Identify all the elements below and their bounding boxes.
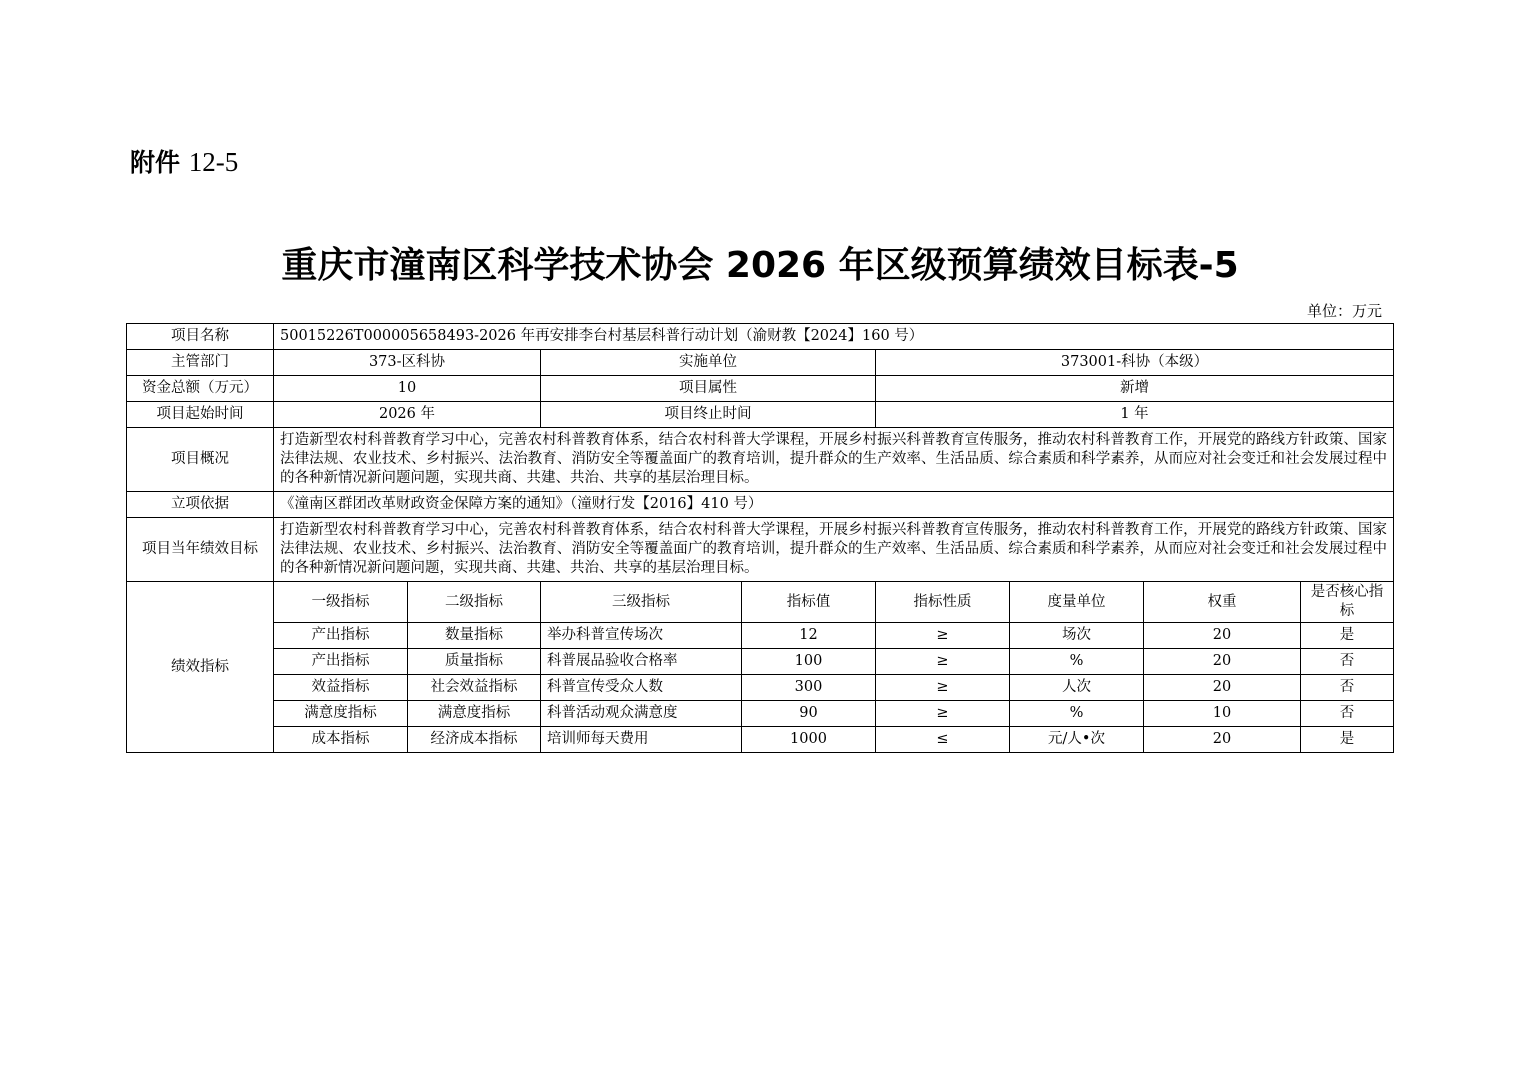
basis-label: 立项依据 (127, 492, 274, 518)
cell-weight: 20 (1144, 649, 1301, 675)
cell-nature: ≤ (876, 727, 1010, 753)
start-label: 项目起始时间 (127, 402, 274, 428)
cell-level3: 科普宣传受众人数 (541, 675, 742, 701)
cell-weight: 20 (1144, 675, 1301, 701)
cell-weight: 10 (1144, 701, 1301, 727)
column-header: 度量单位 (1010, 582, 1144, 623)
column-header: 三级指标 (541, 582, 742, 623)
attribute-value: 新增 (876, 376, 1394, 402)
row-goal (127, 518, 1394, 582)
cell-nature: ≥ (876, 623, 1010, 649)
cell-level3: 科普活动观众满意度 (541, 701, 742, 727)
project-name-value: 50015226T000005658493-2026 年再安排李台村基层科普行动计划（渝财教【2024】160 号） (274, 324, 1394, 350)
cell-weight: 20 (1144, 727, 1301, 753)
cell-nature: ≥ (876, 675, 1010, 701)
cell-core: 是 (1301, 623, 1394, 649)
cell-level3: 科普展品验收合格率 (541, 649, 742, 675)
column-header: 指标性质 (876, 582, 1010, 623)
cell-level3: 举办科普宣传场次 (541, 623, 742, 649)
cell-nature: ≥ (876, 649, 1010, 675)
row-overview (127, 428, 1394, 492)
table-row (127, 675, 1394, 701)
cell-core: 是 (1301, 727, 1394, 753)
indicators-section-label: 绩效指标 (127, 582, 274, 753)
cell-level1: 产出指标 (274, 623, 408, 649)
cell-level1: 成本指标 (274, 727, 408, 753)
column-header: 指标值 (742, 582, 876, 623)
attachment-text: 附件 (130, 148, 181, 177)
unit-label: 单位：万元 (1306, 302, 1382, 320)
column-header: 权重 (1144, 582, 1301, 623)
row-project-name (127, 324, 1394, 350)
cell-value: 1000 (742, 727, 876, 753)
cell-unit: 元/人•次 (1010, 727, 1144, 753)
table-row (127, 727, 1394, 753)
row-total (127, 376, 1394, 402)
end-label: 项目终止时间 (541, 402, 876, 428)
cell-core: 否 (1301, 701, 1394, 727)
start-value: 2026 年 (274, 402, 541, 428)
cell-level1: 满意度指标 (274, 701, 408, 727)
indicator-header-row (127, 582, 1394, 623)
goal-label: 项目当年绩效目标 (127, 518, 274, 582)
cell-unit: % (1010, 701, 1144, 727)
cell-unit: 场次 (1010, 623, 1144, 649)
cell-level2: 经济成本指标 (408, 727, 541, 753)
implementer-label: 实施单位 (541, 350, 876, 376)
column-header: 是否核心指标 (1301, 582, 1394, 623)
cell-level2: 社会效益指标 (408, 675, 541, 701)
column-header: 二级指标 (408, 582, 541, 623)
row-basis (127, 492, 1394, 518)
column-header: 一级指标 (274, 582, 408, 623)
cell-level2: 满意度指标 (408, 701, 541, 727)
cell-core: 否 (1301, 675, 1394, 701)
cell-level1: 效益指标 (274, 675, 408, 701)
total-value: 10 (274, 376, 541, 402)
cell-weight: 20 (1144, 623, 1301, 649)
page-title: 重庆市潼南区科学技术协会 2026 年区级预算绩效目标表-5 (281, 245, 1239, 286)
cell-level2: 质量指标 (408, 649, 541, 675)
table-row (127, 649, 1394, 675)
overview-value: 打造新型农村科普教育学习中心，完善农村科普教育体系，结合农村科普大学课程，开展乡村振兴科普教育宣传服务，推动农村科普教育工作，开展党的路线方针政策、国家法律法规、农业技术、乡村振兴、法治教育、消防安全等覆盖面广的教育培训，提升群众的生产效率、生活品质、综合素质和科学素养，从而应对社会变迁和社会发展过程中的各种新情况新问题问题，实现共商、共建、共治、共享的基层治理目标。 (274, 428, 1394, 492)
table-row (127, 701, 1394, 727)
cell-level3: 培训师每天费用 (541, 727, 742, 753)
end-value: 1 年 (876, 402, 1394, 428)
attachment-label (130, 146, 238, 179)
project-name-label: 项目名称 (127, 324, 274, 350)
cell-unit: 人次 (1010, 675, 1144, 701)
row-department (127, 350, 1394, 376)
goal-value: 打造新型农村科普教育学习中心，完善农村科普教育体系，结合农村科普大学课程，开展乡村振兴科普教育宣传服务，推动农村科普教育工作，开展党的路线方针政策、国家法律法规、农业技术、乡村振兴、法治教育、消防安全等覆盖面广的教育培训，提升群众的生产效率、生活品质、综合素质和科学素养，从而应对社会变迁和社会发展过程中的各种新情况新问题问题，实现共商、共建、共治、共享的基层治理目标。 (274, 518, 1394, 582)
cell-nature: ≥ (876, 701, 1010, 727)
implementer-value: 373001-科协（本级） (876, 350, 1394, 376)
cell-unit: % (1010, 649, 1144, 675)
overview-label: 项目概况 (127, 428, 274, 492)
cell-value: 100 (742, 649, 876, 675)
department-label: 主管部门 (127, 350, 274, 376)
cell-value: 12 (742, 623, 876, 649)
cell-value: 300 (742, 675, 876, 701)
budget-table (126, 323, 1394, 753)
basis-value: 《潼南区群团改革财政资金保障方案的通知》（潼财行发【2016】410 号） (274, 492, 1394, 518)
cell-level1: 产出指标 (274, 649, 408, 675)
table-row (127, 623, 1394, 649)
cell-core: 否 (1301, 649, 1394, 675)
attachment-number: 12-5 (188, 147, 239, 177)
attribute-label: 项目属性 (541, 376, 876, 402)
cell-level2: 数量指标 (408, 623, 541, 649)
cell-value: 90 (742, 701, 876, 727)
row-time (127, 402, 1394, 428)
total-label: 资金总额（万元） (127, 376, 274, 402)
department-value: 373-区科协 (274, 350, 541, 376)
